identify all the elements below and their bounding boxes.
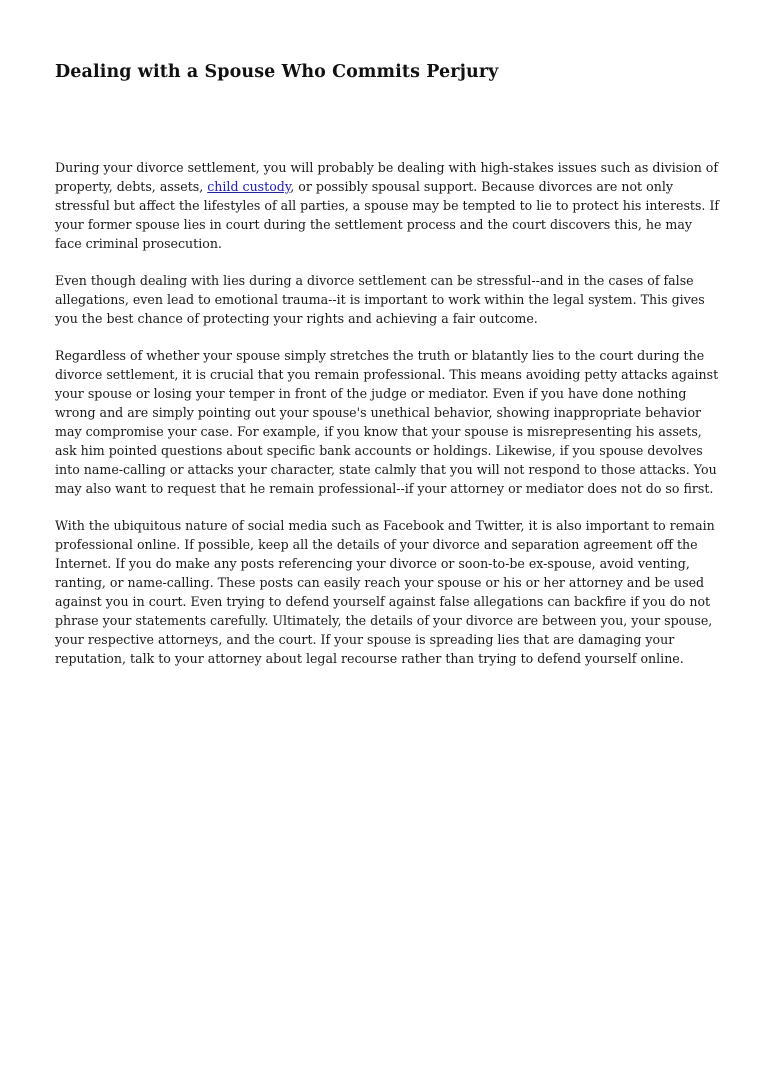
paragraph-1: [55, 158, 720, 253]
document-body: [55, 158, 720, 686]
paragraph-3: Regardless of whether your spouse simply stretches the truth or blatantly lies to the court during the divorce settlement, it is crucial that you remain professional. This means avoiding petty attacks against your spouse or losing your temper in front of the judge or mediator. Even if you have done nothing wrong and are simply pointing out your spouse's unethical behavior, showing inappropriate behavior may compromise your case. For example, if you know that your spouse is misrepresenting his assets, ask him pointed questions about specific bank accounts or holdings. Likewise, if you spouse devolves into name-calling or attacks your character, state calmly that you will not respond to those attacks. You may also want to request that he remain professional--if your attorney or mediator does not do so first.: [55, 348, 719, 496]
paragraph-2: Even though dealing with lies during a divorce settlement can be stressful--and in the cases of false allegations, even lead to emotional trauma--it is important to work within the legal system. This gives you the best chance of protecting your rights and achieving a fair outcome.: [55, 273, 705, 326]
paragraph-1-text-before-link: During your divorce settlement, you will probably be dealing with high-stakes issues such as division of property, debts, assets,: [55, 160, 719, 194]
paragraph-1-text-after-link: , or possibly spousal support. Because divorces are not only stressful but affect the lifestyles of all parties, a spouse may be tempted to lie to protect his interests. If your former spouse lies in court during the settlement process and the court discovers this, he may face criminal prosecution.: [55, 179, 720, 251]
child-custody-link[interactable]: child custody: [207, 179, 291, 194]
paragraph-4: With the ubiquitous nature of social media such as Facebook and Twitter, it is also important to remain professional online. If possible, keep all the details of your divorce and separation agreement off the Internet. If you do make any posts referencing your divorce or soon-to-be ex-spouse, avoid venting, ranting, or name-calling. These posts can easily reach your spouse or his or her attorney and be used against you in court. Even trying to defend yourself against false allegations can backfire if you do not phrase your statements carefully. Ultimately, the details of your divorce are between you, your spouse, your respective attorneys, and the court. If your spouse is spreading lies that are damaging your reputation, talk to your attorney about legal recourse rather than trying to defend yourself online.: [55, 518, 715, 666]
document-title: Dealing with a Spouse Who Commits Perjury: [55, 62, 499, 82]
